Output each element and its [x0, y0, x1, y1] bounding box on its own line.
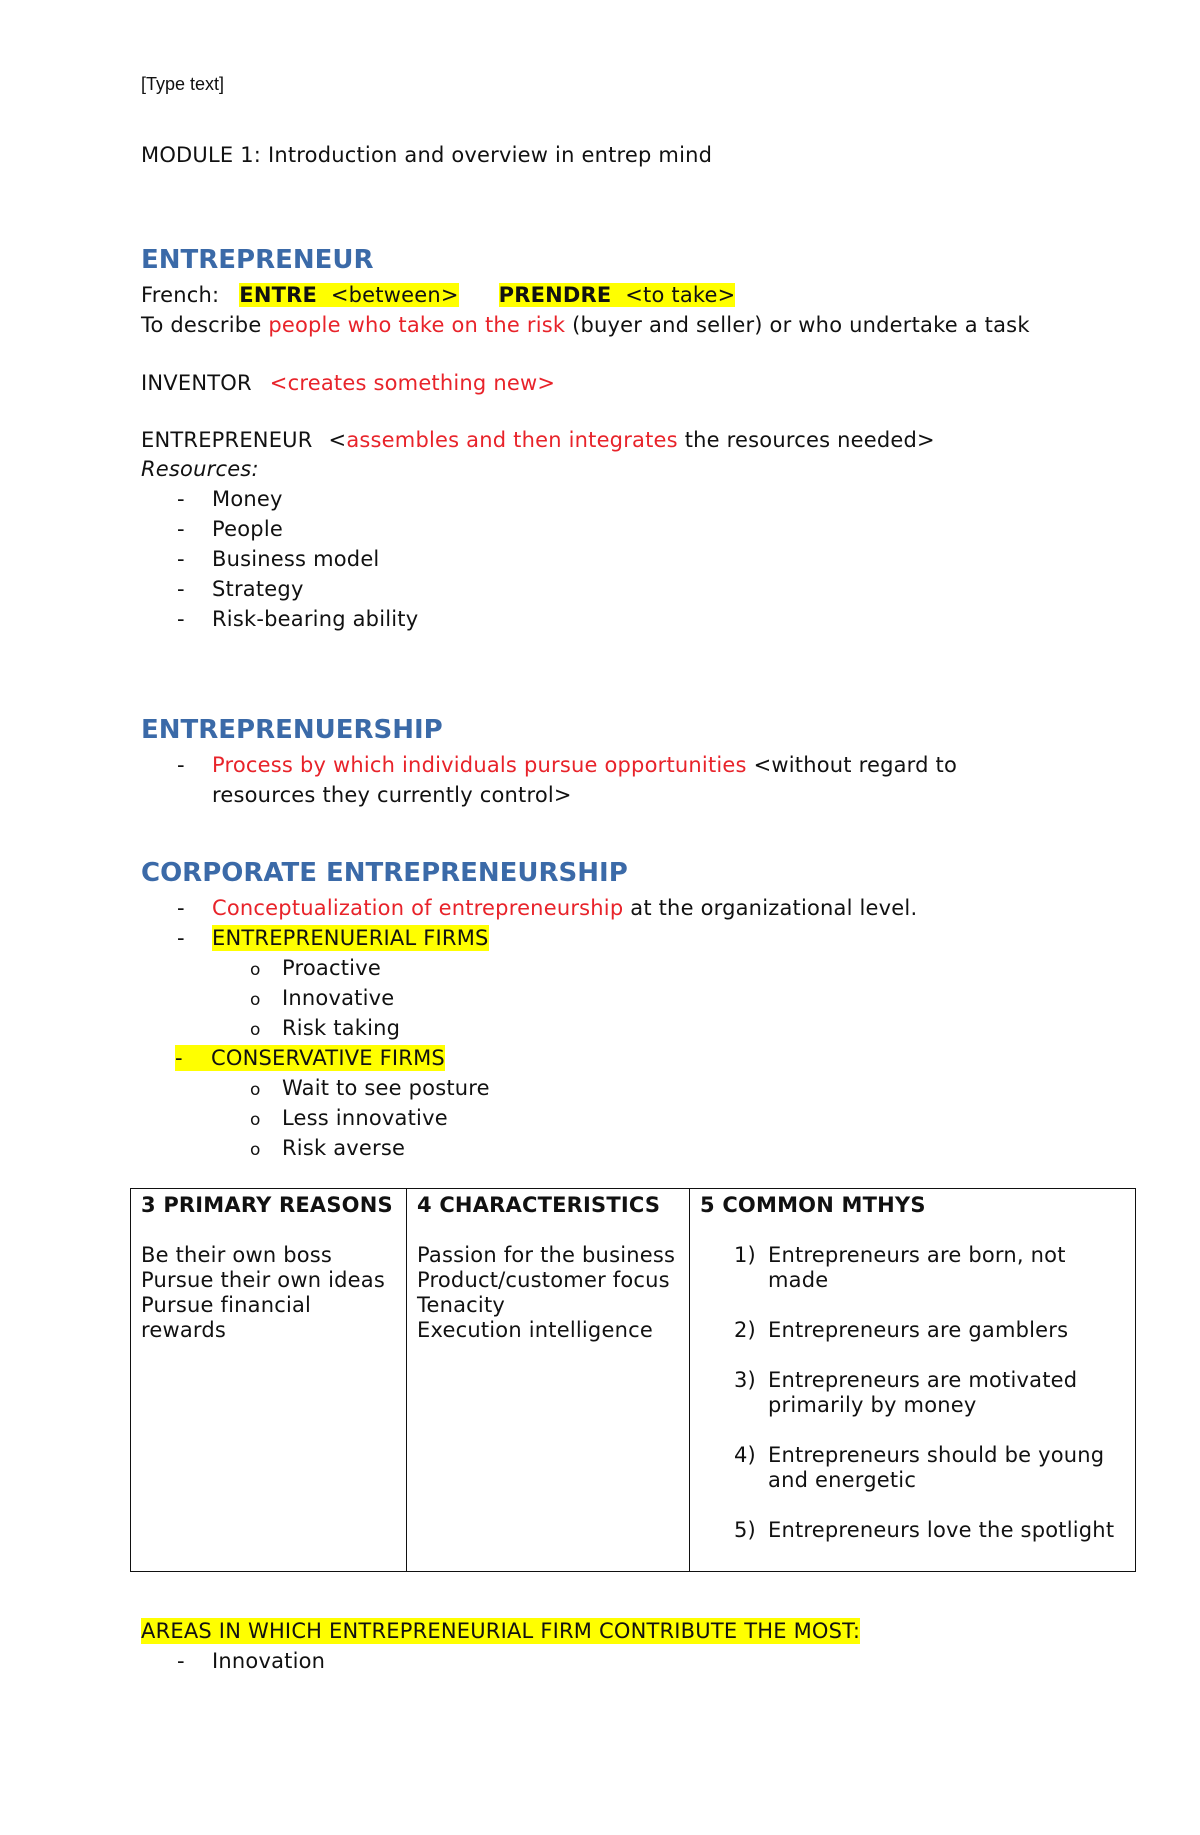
list-item: Innovation	[212, 1649, 326, 1673]
module-title: MODULE 1: Introduction and overview in entrep mind	[141, 143, 713, 167]
conceptualization-rest: at the organizational level.	[623, 896, 918, 920]
sub-item: Less innovative	[282, 1106, 448, 1130]
conceptualization-red: Conceptualization of entrepreneurship	[212, 896, 624, 920]
sub-item: Wait to see posture	[282, 1076, 490, 1100]
sub-bullet: o	[250, 960, 261, 980]
table-cell-characteristics	[407, 1189, 690, 1572]
myth-text: Entrepreneurs are born, not made	[768, 1243, 1066, 1292]
heading-entrepreneurship: ENTREPRENUERSHIP	[141, 715, 443, 745]
sub-item: Risk averse	[282, 1136, 406, 1160]
entrepreneur-def-rest: the resources needed>	[677, 428, 935, 452]
list-item: Strategy	[212, 577, 304, 601]
table-cell-item: Pursue financial rewards	[141, 1293, 312, 1342]
myth-item	[734, 1368, 1125, 1418]
myth-text: Entrepreneurs should be young and energetic	[768, 1443, 1105, 1492]
sub-item: Innovative	[282, 986, 395, 1010]
table-cell-item: Passion for the business	[417, 1243, 676, 1267]
table-cell-item: Pursue their own ideas	[141, 1268, 385, 1292]
sub-item: Proactive	[282, 956, 381, 980]
sub-bullet: o	[250, 1140, 261, 1160]
resources-label: Resources:	[141, 457, 259, 481]
describe-suffix: (buyer and seller) or who undertake a task	[565, 313, 1030, 337]
sub-bullet: o	[250, 990, 261, 1010]
myth-item	[734, 1318, 1125, 1343]
entrepreneur-def-open: <	[328, 428, 347, 452]
sub-bullet: o	[250, 1020, 261, 1040]
corporate-item-1	[212, 895, 917, 921]
entrepreneur-def-red: assembles and then integrates	[346, 428, 678, 452]
table-cell-item: Be their own boss	[141, 1243, 333, 1267]
definition-rest: <without regard to	[746, 753, 958, 777]
list-bullet: -	[177, 1649, 185, 1673]
inventor-line	[141, 370, 555, 396]
definition-red: Process by which individuals pursue opportunities	[212, 753, 747, 777]
myth-item	[734, 1243, 1125, 1293]
entrepreneurship-definition	[212, 752, 957, 778]
myths-title: 5 COMMON MTHYS	[700, 1193, 926, 1217]
describe-risk: people who take on the risk	[268, 313, 566, 337]
list-bullet: -	[177, 547, 185, 571]
myth-text: Entrepreneurs love the spotlight	[768, 1518, 1115, 1542]
inventor-label: INVENTOR	[141, 371, 252, 395]
french-label: French:	[141, 283, 220, 307]
prendre-word: PRENDRE	[498, 283, 612, 307]
entre-meaning: <between>	[330, 283, 459, 307]
list-bullet: -	[177, 487, 185, 511]
entrepreneurial-firms-label: ENTREPRENUERIAL FIRMS	[212, 926, 489, 950]
myth-number: 5)	[734, 1518, 756, 1542]
entrepreneur-definition-line	[141, 427, 935, 453]
myth-number: 2)	[734, 1318, 756, 1342]
list-bullet: -	[177, 607, 185, 631]
prendre-meaning: <to take>	[625, 283, 736, 307]
describe-line	[141, 312, 1030, 338]
list-bullet: -	[177, 577, 185, 601]
myth-number: 1)	[734, 1243, 756, 1267]
list-item: People	[212, 517, 283, 541]
sub-bullet: o	[250, 1110, 261, 1130]
entrepreneur-label: ENTREPRENEUR	[141, 428, 313, 452]
table-cell-myths	[690, 1189, 1136, 1572]
list-item: Money	[212, 487, 283, 511]
myth-number: 4)	[734, 1443, 756, 1467]
areas-heading: AREAS IN WHICH ENTREPRENEURIAL FIRM CONTRIBUTE THE MOST:	[141, 1619, 861, 1643]
describe-prefix: To describe	[141, 313, 269, 337]
summary-table	[130, 1188, 1136, 1572]
conservative-firms-label: CONSERVATIVE FIRMS	[211, 1046, 445, 1070]
list-bullet: -	[177, 896, 185, 920]
heading-corporate-entrepreneurship: CORPORATE ENTREPRENEURSHIP	[141, 858, 628, 888]
french-line	[141, 282, 735, 308]
page-header: [Type text]	[141, 74, 225, 94]
myth-item	[734, 1443, 1125, 1493]
entre-word: ENTRE	[239, 283, 318, 307]
list-bullet: -	[177, 926, 185, 950]
table-cell-reasons	[131, 1189, 407, 1572]
list-bullet-highlighted: -	[175, 1045, 211, 1071]
entre-highlight	[239, 283, 458, 307]
entrepreneurship-definition-cont: resources they currently control>	[212, 783, 572, 807]
list-item: Risk-bearing ability	[212, 607, 419, 631]
list-item: Business model	[212, 547, 380, 571]
sub-item: Risk taking	[282, 1016, 401, 1040]
table-cell-item: Product/customer focus	[417, 1268, 670, 1292]
myth-number: 3)	[734, 1368, 756, 1392]
heading-entrepreneur: ENTREPRENEUR	[141, 245, 374, 275]
reasons-title: 3 PRIMARY REASONS	[141, 1193, 393, 1217]
list-bullet: -	[177, 753, 185, 777]
table-cell-item: Tenacity	[417, 1293, 505, 1317]
list-bullet: -	[177, 517, 185, 541]
prendre-highlight	[499, 283, 736, 307]
table-row	[131, 1189, 1136, 1572]
characteristics-title: 4 CHARACTERISTICS	[417, 1193, 661, 1217]
sub-bullet: o	[250, 1080, 261, 1100]
myth-text: Entrepreneurs are motivated primarily by money	[768, 1368, 1078, 1417]
inventor-definition: <creates something new>	[269, 371, 556, 395]
table-cell-item: Execution intelligence	[417, 1318, 653, 1342]
myth-item	[734, 1518, 1125, 1543]
myth-text: Entrepreneurs are gamblers	[768, 1318, 1069, 1342]
